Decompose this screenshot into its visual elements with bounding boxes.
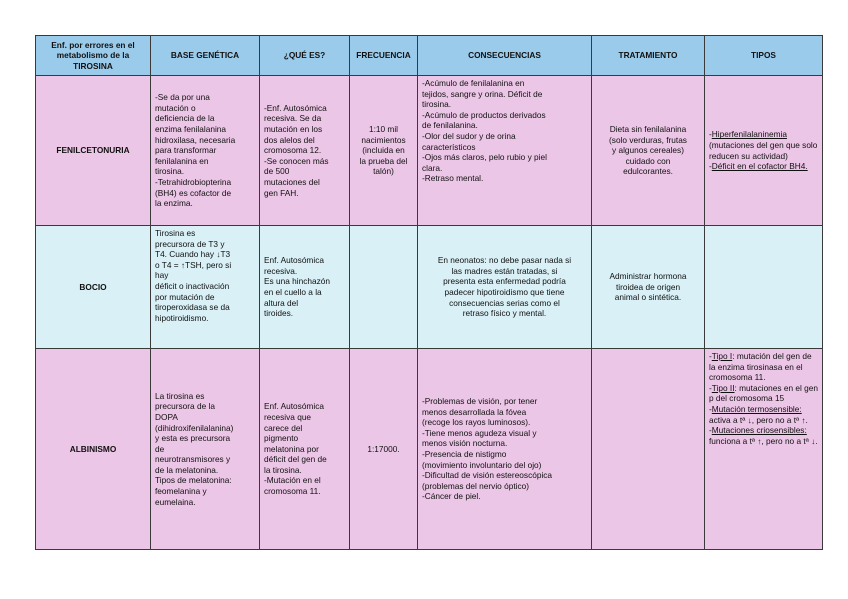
table-row xyxy=(36,76,823,226)
text-line: cromosoma 11. xyxy=(264,486,321,497)
text-line: hay xyxy=(155,270,169,281)
text-line: edulcorantes. xyxy=(623,166,673,177)
tyrosine-disorders-table xyxy=(35,35,823,550)
cell-consecuencias xyxy=(418,226,592,349)
text-line: cromosoma 12. xyxy=(264,145,322,156)
text-line: feomelanina y xyxy=(155,486,207,497)
text-line: -Se conocen más xyxy=(264,155,329,166)
row-name: BOCIO xyxy=(36,226,151,349)
text-line: En neonatos: no debe pasar nada si xyxy=(437,255,572,266)
text-line: (problemas del nervio óptico) xyxy=(422,480,529,491)
text-line: de fenilalanina. xyxy=(422,120,478,131)
text-line: o T4 = ↑TSH, pero si xyxy=(155,259,232,270)
text-line: (movimiento involuntario del ojo) xyxy=(422,459,542,470)
text-line: -Problemas de visión, por tener xyxy=(422,396,538,407)
text-line: dos alelos del xyxy=(264,134,315,145)
text-line: Tipos de melatonina: xyxy=(155,475,232,486)
text-line: tirosina. xyxy=(155,166,185,177)
header-tipos: TIPOS xyxy=(705,36,823,76)
text-line: recesiva. xyxy=(264,265,298,276)
text-line: Enf. Autosómica xyxy=(264,401,324,412)
text-line: de 500 xyxy=(264,166,290,177)
text-line: -Acúmulo de fenilalanina en xyxy=(422,78,525,88)
text-line: 1:10 mil xyxy=(368,124,399,135)
cell-frecuencia xyxy=(350,349,418,550)
table-row xyxy=(36,349,823,550)
text-line: -Enf. Autosómica xyxy=(264,102,327,113)
text-line: la enzima. xyxy=(155,198,193,209)
text-line: tiroidea de origen xyxy=(615,281,681,292)
text-line: precursora de la xyxy=(155,401,215,412)
cell-tratamiento xyxy=(592,226,705,349)
text-line: -Mutación en el xyxy=(264,475,321,486)
text-line: animal o sintética. xyxy=(614,292,682,303)
text-line: recesiva. Se da xyxy=(264,113,322,124)
type-title: Mutación termosensible: xyxy=(711,403,802,414)
text-line: precursora de T3 y xyxy=(155,238,225,249)
cell-base-genetica xyxy=(151,76,260,226)
text-line: característicos xyxy=(422,141,476,152)
text-line: deficiencia de la xyxy=(155,113,215,124)
text-line: hipotiroidismo. xyxy=(155,312,209,323)
cell-que-es xyxy=(260,76,350,226)
text-line: eumelaina. xyxy=(155,496,196,507)
text-line: pigmento xyxy=(264,433,299,444)
text-line: (solo verduras, frutas xyxy=(609,134,687,145)
text-line: (recoge los rayos luminosos). xyxy=(422,417,531,428)
text-line: carece del xyxy=(264,422,303,433)
text-line: retraso físico y mental. xyxy=(462,308,547,319)
text-line: gen FAH. xyxy=(264,187,299,198)
text-line: -Se da por una xyxy=(155,92,210,103)
header-consecuencias: CONSECUENCIAS xyxy=(418,36,592,76)
text-line: -Presencia de nistigmo xyxy=(422,449,507,459)
type-title: Mutaciones criosensibles: xyxy=(711,425,807,436)
cell-tipos: -Hiperfenilalaninemia (mutaciones del gen que solo reducen su actividad) -Déficit en el cofactor BH4. xyxy=(705,76,823,226)
text-line: déficit o inactivación xyxy=(155,280,230,291)
text-line: -Ojos más claros, pelo rubio y piel xyxy=(422,152,547,163)
header-que-es: ¿QUÉ ES? xyxy=(260,36,350,76)
header-disease: Enf. por errores en el metabolismo de la TIROSINA xyxy=(36,36,151,76)
text-line: y esta es precursora xyxy=(155,433,231,444)
text-line: (BH4) es cofactor de xyxy=(155,187,232,198)
text-line: mutación en los xyxy=(264,124,323,135)
type-title: Tipo I xyxy=(711,351,733,361)
text-line: La tirosina es xyxy=(155,390,205,401)
text-line: -Olor del sudor y de orina xyxy=(422,130,516,141)
text-line: T4. Cuando hay ↓T3 xyxy=(155,249,231,260)
text-line: Tirosina es xyxy=(155,228,196,238)
cell-que-es xyxy=(260,349,350,550)
cell-que-es xyxy=(260,226,350,349)
cell-tipos xyxy=(705,226,823,349)
text-line: (dihidroxifenilalanina) xyxy=(155,422,234,433)
text-line: -Cáncer de piel. xyxy=(422,491,481,502)
text-line: padecer hipotiroidismo que tiene xyxy=(444,287,565,297)
text-line: melatonina por xyxy=(264,443,319,454)
text-line: recesiva que xyxy=(264,411,312,422)
cell-tipos: -Tipo I: mutación del gen de la enzima tirosinasa en el cromosoma 11. -Tipo II: mutaciones en el gen p del cromosoma 15 -Mutación termosensible: activa a tª ↓, pero no a tª ↑. -Mutaciones criosensibles: funciona a tª ↑, pero no a tª ↓. xyxy=(705,349,823,550)
text-line: clara. xyxy=(422,162,443,173)
type-title: Tipo II xyxy=(711,382,735,393)
text-line: de la melatonina. xyxy=(155,464,219,475)
text-line: y algunos cereales) xyxy=(612,145,684,156)
row-name: FENILCETONURIA xyxy=(36,76,151,226)
header-frecuencia: FRECUENCIA xyxy=(350,36,418,76)
text-line: mutación o xyxy=(155,102,196,113)
cell-tratamiento xyxy=(592,349,705,550)
text-line: déficit del gen de xyxy=(264,454,327,465)
text-line: tejidos, sangre y orina. Déficit de xyxy=(422,88,543,99)
text-line: cuidado con xyxy=(625,155,671,166)
cell-tratamiento xyxy=(592,76,705,226)
cell-frecuencia xyxy=(350,76,418,226)
text-line: menos desarrollada la fóvea xyxy=(422,406,527,417)
text-line: tiroides. xyxy=(264,308,294,319)
text-line: presenta esta enfermedad podría xyxy=(443,276,566,287)
text-line: -Retraso mental. xyxy=(422,173,484,184)
text-line: de xyxy=(155,443,165,454)
text-line: la tirosina. xyxy=(264,464,302,475)
header-base-genetica: BASE GENÉTICA xyxy=(151,36,260,76)
text-line: DOPA xyxy=(155,411,178,422)
header-row xyxy=(36,36,823,76)
text-line: tirosina. xyxy=(422,99,452,110)
type-title: Hiperfenilalaninemia xyxy=(711,129,787,140)
text-line: -Tetrahidrobiopterina xyxy=(155,176,232,187)
text-line: mutaciones del xyxy=(264,176,320,187)
text-line: consecuencias serias como el xyxy=(449,297,560,308)
text-line: Enf. Autosómica xyxy=(264,255,324,266)
type-title: Déficit en el cofactor BH4. xyxy=(711,161,808,172)
text-line: tiroperoxidasa se da xyxy=(155,302,230,313)
text-line: enzima fenilalanina xyxy=(155,124,227,135)
text-line: neurotransmisores y xyxy=(155,454,231,465)
text-line: (incluida en xyxy=(362,145,405,156)
table-row xyxy=(36,226,823,349)
text-line: altura del xyxy=(264,297,299,308)
text-line: menos visión nocturna. xyxy=(422,438,508,449)
text-line: las madres están tratadas, si xyxy=(451,265,558,276)
text-line: talón) xyxy=(373,166,394,177)
text-line: Administrar hormona xyxy=(609,271,687,282)
cell-base-genetica xyxy=(151,349,260,550)
text-line: fenilalanina en xyxy=(155,155,209,166)
text-line: -Acúmulo de productos derivados xyxy=(422,109,546,120)
text-line: -Tiene menos agudeza visual y xyxy=(422,427,537,438)
cell-base-genetica xyxy=(151,226,260,349)
text-line: en el cuello a la xyxy=(264,287,322,297)
text-line: hidroxilasa, necesaria xyxy=(155,134,236,145)
text-line: para transformar xyxy=(155,145,217,156)
text-line: 1:17000. xyxy=(367,443,400,454)
text-line: nacimientos xyxy=(361,134,406,145)
cell-frecuencia xyxy=(350,226,418,349)
text-line: la prueba del xyxy=(359,155,408,166)
text-line: por mutación de xyxy=(155,291,215,302)
text-line: Es una hinchazón xyxy=(264,276,330,287)
text-line: Dieta sin fenilalanina xyxy=(609,124,687,135)
cell-consecuencias xyxy=(418,349,592,550)
text-line: -Dificultad de visión estereoscópica xyxy=(422,470,553,481)
header-tratamiento: TRATAMIENTO xyxy=(592,36,705,76)
row-name: ALBINISMO xyxy=(36,349,151,550)
cell-consecuencias xyxy=(418,76,592,226)
